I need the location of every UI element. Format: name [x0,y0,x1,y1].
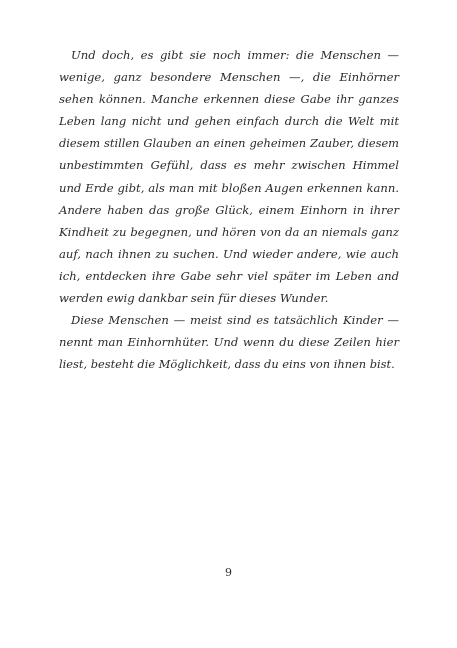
text-line: Kindheit zu begegnen, und hören von da an niemals ganz [59,224,399,239]
body-text [59,44,399,375]
paragraph-1 [59,44,399,309]
text-line: liest, besteht die Möglichkeit, dass du eins von ihnen bist. [59,357,395,372]
text-line: diesem stillen Glauben an einen geheimen Zauber, diesem [59,136,399,151]
text-line: ich, entdecken ihre Gabe sehr viel später im Leben and [59,268,399,283]
text-line: unbestimmten Gefühl, dass es mehr zwischen Himmel [59,158,399,173]
text-line: sehen können. Manche erkennen diese Gabe ihr ganzes [59,92,399,107]
text-line: wenige, ganz besondere Menschen —, die Einhörner [59,70,399,85]
text-line: Andere haben das große Glück, einem Einhorn in ihrer [59,202,399,217]
text-line: auf, nach ihnen zu suchen. Und wieder andere, wie auch [59,246,399,261]
text-line: Diese Menschen — meist sind es tatsächlich Kinder — [71,313,399,328]
text-line: und Erde gibt, als man mit bloßen Augen erkennen kann. [59,180,399,195]
paragraph-2 [59,309,399,375]
text-line: nennt man Einhornhüter. Und wenn du diese Zeilen hier [59,335,399,350]
text-line: Leben lang nicht und gehen einfach durch die Welt mit [59,114,399,129]
text-line: werden ewig dankbar sein für dieses Wunder. [59,291,329,306]
page-number: 9 [225,566,232,579]
text-line: Und doch, es gibt sie noch immer: die Menschen — [71,48,399,62]
